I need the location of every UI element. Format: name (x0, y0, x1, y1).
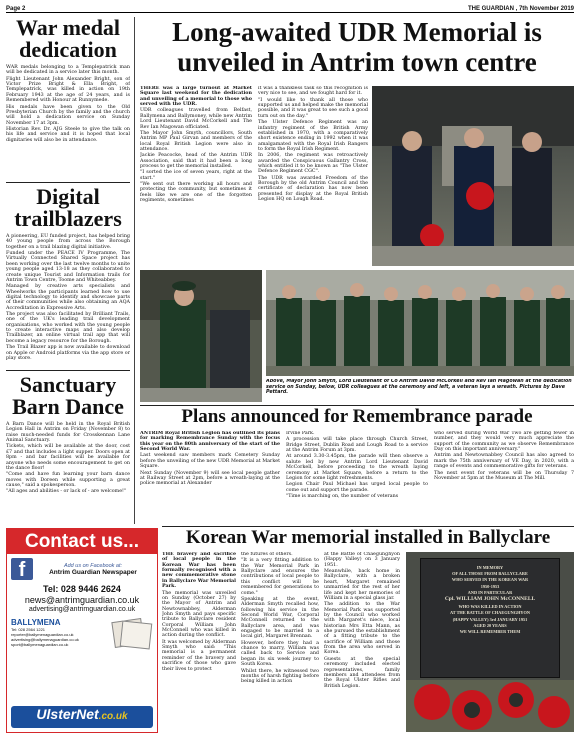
contact-email-news[interactable]: news@antrimguardian.co.uk (24, 595, 140, 605)
korean-headline: Korean War memorial installed in Ballyclare (185, 528, 551, 548)
korean-col-2 (241, 552, 319, 732)
ballymena-line: Tel: 028 2564 1221 (11, 627, 46, 632)
paragraph: The UDR was awarded Freedom of the Borough by the old Antrim Council and the certificate of declaration has now been presented for display at the Royal British Legion HQ on Lough Road. (258, 175, 368, 203)
ballymena-line: sport@ballymenaguardian.co.uk (11, 642, 69, 647)
paragraph: "We sent out there working all hours and protecting the community, but sometimes it feels like we are one of the forgotten regiments, sometimes (140, 182, 252, 204)
paragraph: the futures of others. (241, 552, 293, 557)
stone-line: WHO WAS KILLED IN ACTION (458, 604, 522, 610)
paragraph: The next event for veterans will be on Thursday 7 November at 5pm at the Museum at The Mill. (434, 470, 574, 481)
trailblazers-article (6, 186, 130, 366)
photo-memorial-stone (406, 552, 574, 732)
trailblazers-headline: Digital trailblazers (14, 186, 122, 231)
paragraph: Whilst there, he witnessed two months of harsh fighting before being killed in action (241, 668, 319, 685)
udr-headline: Long-awaited UDR Memorial is unveiled in Antrim town centre (172, 18, 542, 77)
photo-veteran-figures (140, 270, 262, 402)
paragraph: "It is a very fitting addition to the War Memorial Park in Ballyclare and ensures the contributions of local people to this conflict will be remembered for generations to come." (241, 558, 319, 596)
stone-line: (HAPPY VALLEY) 3rd JANUARY 1951 (452, 616, 528, 622)
stone-line: AT THE BATTLE OF CHAEGUNGHYON (450, 610, 530, 616)
paragraph: Guests at the special ceremony included elected representatives, family members and attendees from the Royal Ulster Rifles and British Legion. (324, 656, 400, 689)
paragraph: A Barn Dance will be held in the Royal British Legion Hall in Antrim on Friday (November 8) to raise much-needed funds for Crosskennan Lane Animal Sanctuary. (6, 422, 130, 444)
paragraph: "I sorted the ice of seven years, right at the start." (140, 170, 252, 181)
paragraph: It was welcomed by Alderman Smyth who said: "This memorial is a permanent reminder of the bravery and sacrifice of those who gave their lives to protect (162, 639, 236, 672)
paragraph: "All ages and abilities - or lack of - are welcome!" (6, 489, 127, 495)
paragraph: At around 3.30-3.45pm, the parade will then observe a salute led by new Antrim Lord Lieutenant David McCorkell, before proceeding to the wreath laying ceremony at Market Square, before a return to the Legion for some light refreshments. (286, 454, 428, 481)
poppy-wreaths (406, 552, 574, 732)
stone-line: Cpl. WILLIAM JOHN McCONNELL (444, 596, 536, 603)
paragraph: Historian Rev. Dr. AJG Steele to give the talk on his life and service and it is hoped that local dignitaries will also be in attendance. (6, 126, 130, 143)
parade-col-3 (434, 431, 574, 523)
udr-photo-caption: Above, Mayor John Smyth, Lord Lieutenant of Co Antrim David McCorkell and Rev Ian Magowan at the dedication service on Sunday, below, UDR colleagues at the ceremony and left, a veteran lays a wreath. Pictures by Dave Pettard. (266, 379, 572, 396)
paragraph: In 2006, the regiment was retroactively awarded the Conspicuous Gallantry Cross, which entitled it to be known as "The Ulster Defence Regiment CGC". (258, 153, 368, 175)
paragraph: Speaking at the event, Alderman Smyth recalled how, following his service in the Second World War, Corporal McConnell returned to the Ballyclare area, and was engaged to be married to a local girl, Margaret Brennan. (241, 596, 319, 640)
paper-date: THE GUARDIAN , 7th November 2019 (467, 6, 574, 12)
ulsternet-suffix: .co.uk (98, 711, 128, 722)
paragraph: THERE was a large turnout at Market Square last weekend for the dedication and unveiling of a memorial to those who served with the UDR. (140, 86, 252, 108)
paragraph: However, before they had a chance to marry, William was called back to Service and began its six week journey to South Korea. (241, 640, 319, 668)
paragraph: The project was also facilitated by Brilliant Trails, one of the UK's leading trail development organisations, who worked with the young people to create interactive maps and also develop Trailblazer, an online virtual trail app that will become a legacy resource for the Borough. (6, 312, 130, 344)
newspaper-stack-icon (109, 618, 153, 650)
photo-officials-figures (372, 86, 574, 266)
parade-headline: Plans announced for Remembrance parade (181, 407, 533, 427)
column-rule (134, 17, 135, 524)
stone-line: WHO SERVED IN THE KOREAN WAR (451, 577, 529, 583)
stone-line: AGED 20 YEARS (473, 622, 507, 628)
divider (6, 182, 130, 183)
parade-col-1 (140, 431, 280, 523)
barn-dance-headline: Sanctuary Barn Dance (12, 374, 124, 419)
photo-colleagues-figures (266, 270, 574, 376)
ballymena-line: advertising@ballymenaguardian.co.uk (11, 637, 79, 642)
paragraph: Managed by creative arts specialists and Wheelworks the participants learned how to use digital technology to identify and showcase parts of their communities while also obtaining an AQA Accreditation in Expressive Arts. (6, 284, 130, 311)
paragraph: ANTRIM Royal British Legion has outlined its plans for marking Remembrance Sunday with the focus this year on the 80th anniversary of the start of the Second World War. (140, 431, 280, 453)
paragraph: UDR colleagues travelled from Belfast, Ballymena and Ballymoney, while new Antrim Lord Lieutenant David McCorkell and The Rev Ian Magowan officiated. (140, 108, 252, 130)
parade-col-2 (286, 431, 428, 523)
korean-col-3 (324, 552, 400, 732)
paragraph: "I would like to thank all those who supported us and helped make the memorial possible, and it was great to see such a good turn out on the day." (258, 97, 368, 119)
paragraph: Last weekend saw members mark Cemetery Sunday before the unveiling of the new UDR Memorial at Market Square. (140, 453, 280, 470)
divider (6, 370, 130, 371)
ulsternet-banner[interactable] (11, 706, 153, 728)
divider (140, 405, 574, 406)
war-medal-body (6, 65, 130, 143)
stone-line: OF ALL THOSE FROM BALLYCLARE (452, 571, 528, 577)
paragraph: "Time is marching on, the number of veterans (286, 493, 399, 499)
barn-dance-body (6, 422, 130, 495)
paragraph: The Trail Blazer app is now available to download on Apple or Android platforms via the app store or play store. (6, 345, 130, 361)
divider (162, 526, 574, 527)
ulsternet-logo: UlsterNet (36, 706, 99, 722)
paragraph: The memorial was unveiled on Sunday (October 27) by the Mayor of Antrim and Newtownabbey, Alderman John Smyth and pays specific tribute to Ballyclare resident Corporal William John McConnell who was killed in action during the conflict. (162, 590, 236, 639)
paragraph: Antrim and Newtownabbey Council has also agreed to mark the 75th anniversary of VE Day, in 2020, with a range of events and commemorative gifts for veterans. (434, 453, 574, 470)
paragraph: Flight Lieutenant John Alexander Bright, son of Victor Prize Bright & Ella Bright, of Templepatrick, was killed in action on 19th February 1943 at the age of 24 years, and is Remembered with Honour at Runnymede. (6, 76, 130, 104)
trailblazers-body (6, 234, 130, 361)
paragraph: who served during World War Two are getting fewer in number, and they would very much appreciate the support of the community as we observe Remembrance Day on this important anniversary." (434, 431, 574, 453)
contact-phone: Tel: 028 9446 2624 (43, 584, 121, 594)
facebook-icon[interactable]: f (11, 558, 33, 580)
paragraph: A pioneering, EU funded project, has helped bring 40 young people from across the Borough together on a trail blazing digital initiative. (6, 234, 130, 250)
contact-email-ads[interactable]: advertising@antrimguardian.co.uk (28, 606, 136, 613)
ballymena-logo: BALLYMENA (11, 618, 61, 627)
facebook-line: Add us on Facebook at: (63, 562, 123, 569)
barn-dance-article (6, 374, 130, 524)
contact-title: Contact us... (7, 529, 157, 554)
ballymena-line: reporter@ballymenaguardian.co.uk (11, 632, 74, 637)
paragraph: Tickets, which will be available at the door, cost £7 and that includes a light supper. Doors open at 8pm - and bar facilities will be available for anyone who needs some encouragement to get on the dance floor! (6, 444, 130, 471)
paragraph: The Mayor John Smyth, councillors, South Antrim MP Paul Girvan and members of the local Royal British Legion were also in attendance. (140, 130, 252, 152)
stone-line: 1950-1953 (480, 583, 500, 589)
photo-udr-colleagues (266, 270, 574, 376)
masthead (6, 2, 574, 13)
paragraph: Meanwhile, back home in Ballyclare, with a broken heart, Margaret remained unmarried for the rest of her life and kept her memories of William in a special glass jar. (324, 569, 400, 601)
paragraph: Jackie Peacocke, head of the Antrim UDR Association, said that it had been a long process to get the memorial installed. (140, 153, 252, 170)
paragraph: The addition to the War Memorial Park was supported by the Council who worked with Margaret's niece, local historian Mrs Etta Mann, as she pursued the establishment of a fitting tribute to the sacrifice of William and those from the area who served in Korea. (324, 602, 400, 656)
contact-box (6, 528, 158, 733)
paragraph: Irvine Park. (286, 431, 315, 436)
photo-veteran-wreath (140, 270, 262, 402)
war-medal-article (6, 17, 130, 177)
paragraph: THE bravery and sacrifice of local people in the Korean War has been formally recognised with a new commemorative stone in Ballyclare War Memorial Park. (162, 552, 236, 590)
paragraph: Funded under the PEACE IV Programme, The Virtually Connected Shared Space project has been working over the last twelve months to unite young people aged 13-18 as they collaborated to create unique Tourist and Information trails for Antrim Town Centre, Toome and Whiteabbey. (6, 251, 130, 283)
paragraph: "Come and have fun learning your barn dance moves with Doreen while supporting a great cause," said a spokesperson. (6, 472, 130, 488)
paragraph: The Ulster Defence Regiment was an infantry regiment of the British Army established in 1970, with a comparatively short existence ending in 1992 when it was amalgamated with the Royal Irish Rangers to form the Royal Irish Regiment. (258, 120, 368, 152)
page-number: Page 2 (6, 6, 26, 12)
korean-col-1 (162, 552, 236, 732)
stone-line: IN MEMORY (476, 565, 504, 570)
paragraph: His medals have been given to the Old Presbyterian Church by the family and the church will hold a dedication service on Sunday November 17 at 3pm. (6, 104, 130, 126)
paragraph: A procession will take place through Church Street, Bridge Street, Dublin Road and Lough Road to a service at the Antrim Forum at 3pm. (286, 437, 428, 454)
stone-line: AND IN PARTICULAR (467, 589, 513, 595)
war-medal-headline: War medal dedication (15, 17, 121, 62)
facebook-name[interactable]: Antrim Guardian Newspaper (49, 568, 137, 576)
photo-officials (372, 86, 574, 266)
paragraph: Legion Chair Paul Michael has urged local people to come out and support the parade. (286, 482, 428, 493)
paragraph: Next Sunday (November 9) will see local people gather at Railway Street at 2pm, before a wreath-laying at the police memorial at Alexander (140, 470, 280, 487)
stone-line: WE WILL REMEMBER THEM (459, 628, 521, 634)
paragraph: it was a thankless task so this recognition is very nice to see, and we fought hard for it. (258, 86, 368, 97)
paragraph: at the Battle of Chaegunghyon (Happy Valley) on 3 January 1951. (324, 552, 400, 568)
paragraph: WAR medals belonging to a Templepatrick man will be dedicated in a service later this month. (6, 65, 130, 76)
